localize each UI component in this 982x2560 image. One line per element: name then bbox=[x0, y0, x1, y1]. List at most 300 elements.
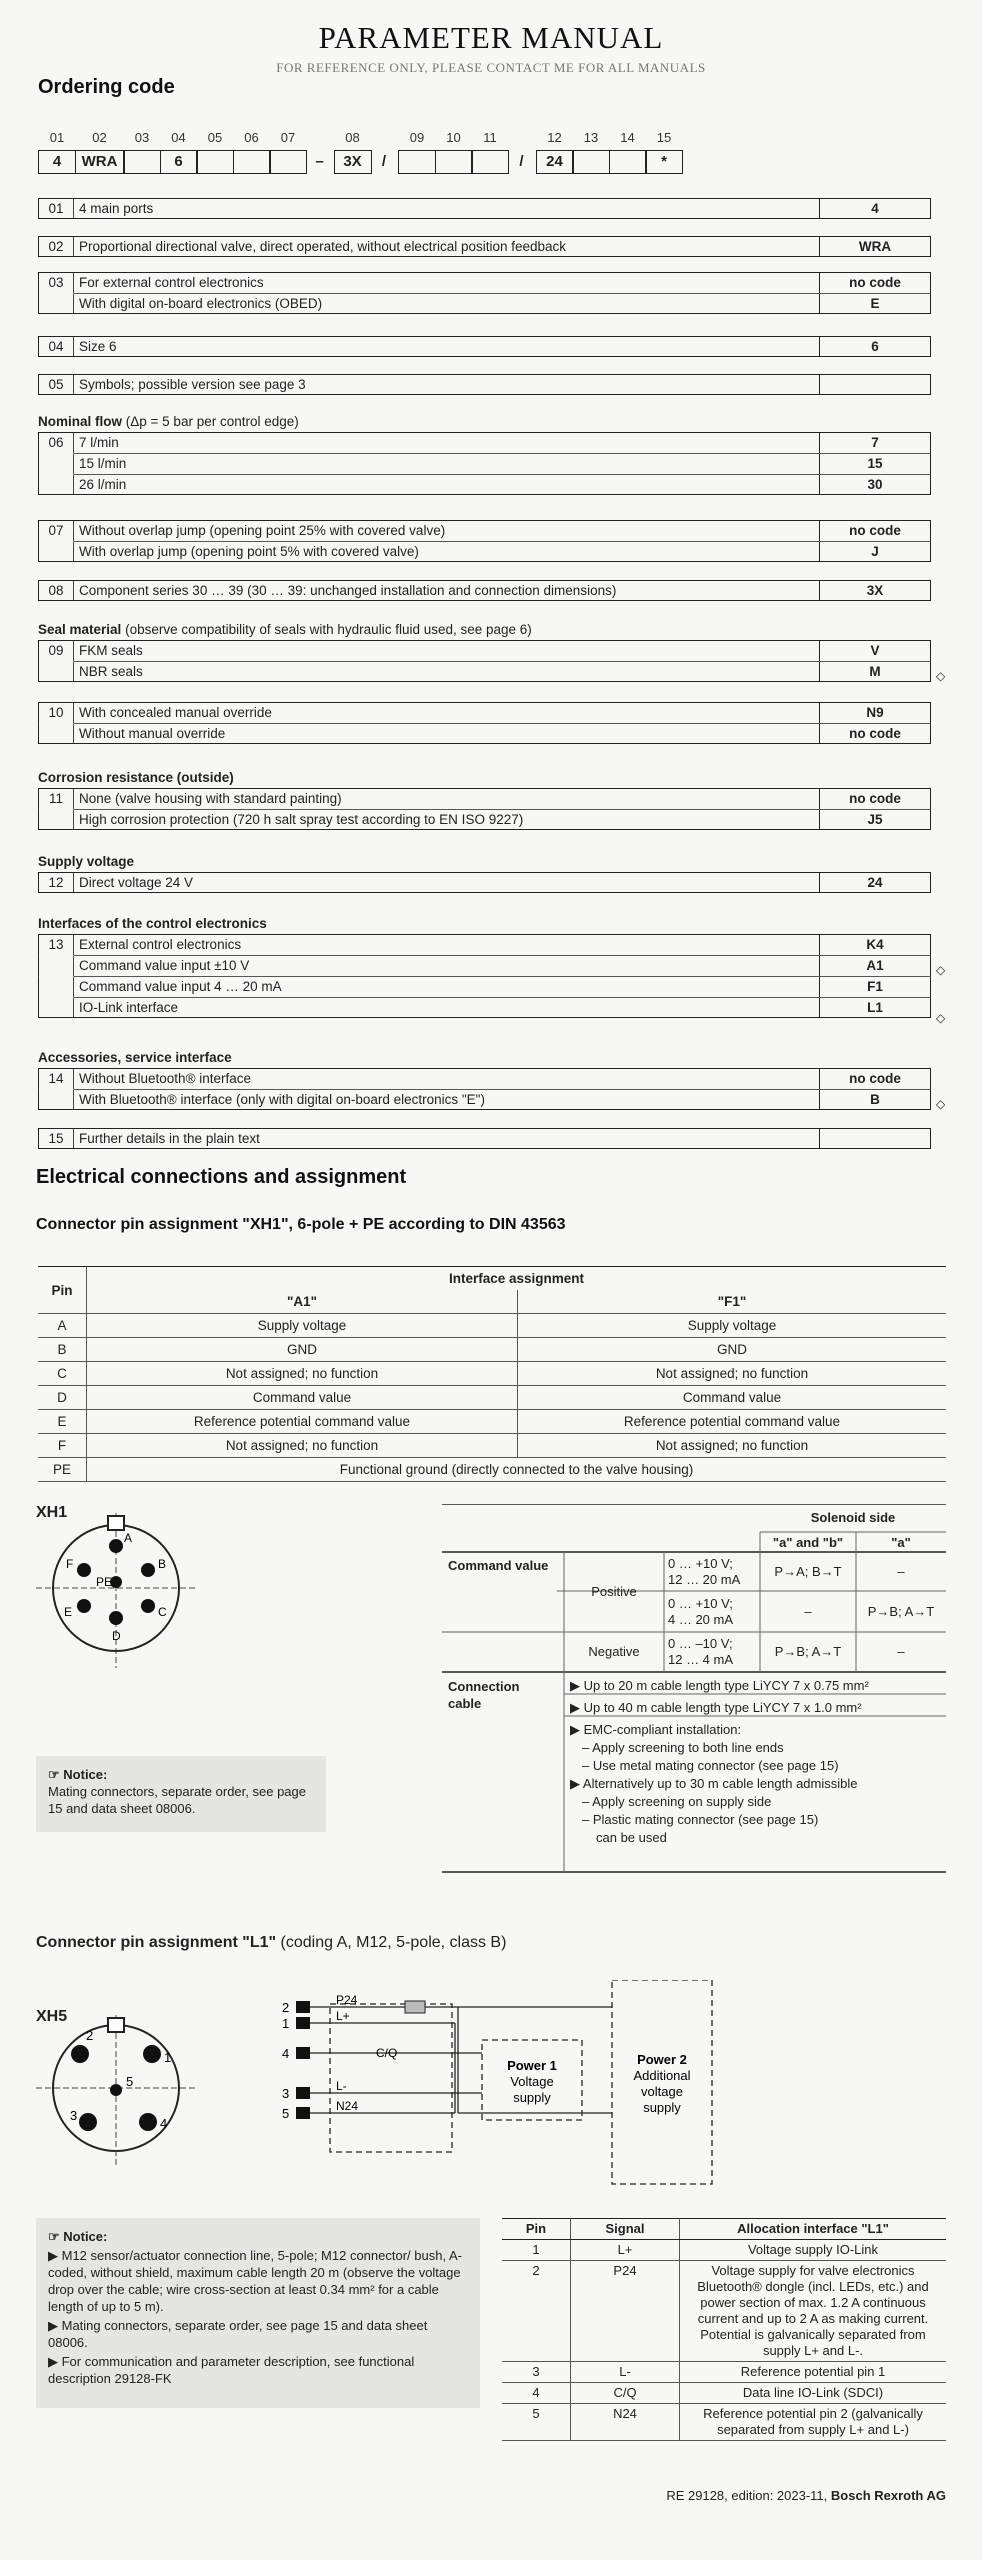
code-position-number: 10 bbox=[446, 130, 461, 145]
option-code bbox=[819, 375, 930, 394]
ordering-code-heading: Ordering code bbox=[38, 76, 175, 98]
option-description: External control electronics bbox=[79, 937, 242, 952]
code-box bbox=[572, 150, 610, 174]
diamond-marker: ◇ bbox=[936, 1097, 946, 1111]
option-code: 30 bbox=[819, 475, 930, 494]
option-description: NBR seals bbox=[79, 664, 143, 679]
notice-item: ▶ For communication and parameter description, see functional description 29128-FK bbox=[48, 2354, 415, 2386]
section-supply-voltage: Supply voltage bbox=[38, 854, 135, 869]
code-box: 6 bbox=[160, 150, 198, 174]
code-box: 4 bbox=[38, 150, 76, 174]
ordering-row bbox=[38, 809, 931, 830]
allocation-cell: Voltage supply for valve electronics Bluetooth® dongle (incl. LEDs, etc.) and power section of max. 1.2 A continuous current and up to 2 A as making current. Potential is galvanically separated from supply L+ and L-. bbox=[680, 2261, 947, 2362]
option-code: 15 bbox=[819, 454, 930, 474]
option-description: Without Bluetooth® interface bbox=[79, 1071, 252, 1086]
option-code: no code bbox=[819, 273, 930, 293]
pin-cell: E bbox=[38, 1410, 87, 1434]
option-code: 3X bbox=[819, 581, 930, 600]
option-number: 02 bbox=[39, 237, 74, 256]
positive-label: Positive bbox=[591, 1584, 637, 1599]
solenoid-a: P→B; A→T bbox=[867, 1604, 935, 1619]
f1-cell: GND bbox=[518, 1338, 947, 1362]
page-footer: RE 29128, edition: 2023-11, Bosch Rexroth AG bbox=[666, 2488, 946, 2503]
ordering-row bbox=[38, 374, 931, 395]
option-number bbox=[39, 997, 74, 1017]
code-position-number: 14 bbox=[620, 130, 635, 145]
svg-text:supply: supply bbox=[513, 2090, 551, 2105]
option-code: V bbox=[819, 641, 930, 661]
pin-2 bbox=[71, 2045, 89, 2063]
svg-text:Voltage: Voltage bbox=[510, 2074, 554, 2089]
pin-e bbox=[77, 1599, 91, 1613]
ordering-group-01 bbox=[38, 198, 931, 219]
signal-cell: L- bbox=[571, 2362, 680, 2383]
xh1-pin-table bbox=[38, 1266, 946, 1482]
cable-item: – Plastic mating connector (see page 15) bbox=[582, 1812, 819, 1827]
option-number bbox=[39, 661, 74, 681]
a1-cell: Not assigned; no function bbox=[87, 1362, 518, 1386]
code-box: * bbox=[645, 150, 683, 174]
ordering-row bbox=[38, 520, 931, 541]
l1-heading: Connector pin assignment "L1" (coding A, M12, 5-pole, class B) bbox=[36, 1934, 507, 1951]
pin-cell: 3 bbox=[502, 2362, 571, 2383]
a1-cell: Reference potential command value bbox=[87, 1410, 518, 1434]
code-position-number: 09 bbox=[409, 130, 425, 145]
svg-text:PE: PE bbox=[96, 1575, 113, 1589]
option-description: Command value input 4 … 20 mA bbox=[79, 979, 282, 994]
code-box bbox=[123, 150, 161, 174]
page-title: PARAMETER MANUAL bbox=[318, 20, 664, 55]
code-position-number: 06 bbox=[244, 130, 259, 145]
option-number: 04 bbox=[39, 337, 74, 356]
circuit-pin-contact bbox=[296, 2107, 310, 2119]
option-code: J5 bbox=[819, 810, 930, 829]
option-number bbox=[39, 453, 74, 474]
xh1-heading: Connector pin assignment "XH1", 6-pole + PE according to DIN 43563 bbox=[36, 1216, 566, 1233]
option-description: Symbols; possible version see page 3 bbox=[79, 377, 306, 392]
circuit-pin-number: 3 bbox=[282, 2086, 290, 2101]
table-row bbox=[38, 1338, 946, 1362]
svg-text:2: 2 bbox=[86, 2028, 94, 2043]
section-nominal-flow: Nominal flow (Δp = 5 bar per control edge) bbox=[38, 414, 299, 429]
circuit-pin-contact bbox=[296, 2087, 310, 2099]
code-position-number: 07 bbox=[280, 130, 296, 145]
ordering-row bbox=[38, 934, 931, 955]
cable-item: ▶ EMC-compliant installation: bbox=[570, 1722, 742, 1737]
section-interfaces: Interfaces of the control electronics bbox=[38, 916, 267, 931]
ordering-row bbox=[38, 453, 931, 474]
signal-cell: C/Q bbox=[571, 2383, 680, 2404]
option-code: F1 bbox=[819, 977, 930, 997]
ordering-group-10 bbox=[38, 702, 931, 744]
pin-d bbox=[109, 1611, 123, 1625]
ordering-group-15 bbox=[38, 1128, 931, 1149]
code-position-number: 02 bbox=[92, 130, 107, 145]
pin-a bbox=[109, 1539, 123, 1553]
notice-icon: ☞ bbox=[48, 1767, 64, 1782]
table-row bbox=[502, 2261, 946, 2362]
pin-1 bbox=[143, 2045, 161, 2063]
option-description: 26 l/min bbox=[79, 477, 127, 492]
option-description: Component series 30 … 39 (30 … 39: unchanged installation and connection dimensions) bbox=[79, 583, 617, 598]
f1-cell: Supply voltage bbox=[518, 1314, 947, 1338]
ordering-row bbox=[38, 661, 931, 682]
allocation-cell: Data line IO-Link (SDCI) bbox=[680, 2383, 947, 2404]
option-description: Without manual override bbox=[79, 726, 226, 741]
solenoid-ab: P→A; B→T bbox=[774, 1564, 842, 1579]
ordering-row bbox=[38, 997, 931, 1018]
notice-title: ☞ Notice: bbox=[48, 2229, 108, 2244]
ordering-row bbox=[38, 955, 931, 976]
option-code: A1 bbox=[819, 956, 930, 976]
svg-text:E: E bbox=[64, 1605, 73, 1619]
table-row bbox=[502, 2383, 946, 2404]
option-description: 15 l/min bbox=[79, 456, 127, 471]
option-code: E bbox=[819, 294, 930, 313]
code-box bbox=[196, 150, 234, 174]
signal-cell: L+ bbox=[571, 2240, 680, 2261]
notice-box-mating bbox=[36, 1756, 326, 1832]
option-description: With concealed manual override bbox=[79, 705, 272, 720]
pin-cell: D bbox=[38, 1386, 87, 1410]
svg-text:Power 1: Power 1 bbox=[507, 2058, 557, 2073]
table-row bbox=[38, 1458, 946, 1482]
allocation-cell: Reference potential pin 2 (galvanically separated from supply L+ and L-) bbox=[680, 2404, 947, 2441]
option-number: 13 bbox=[39, 935, 74, 955]
option-description: Command value input ±10 V bbox=[79, 958, 250, 973]
notice-box-l1 bbox=[36, 2218, 480, 2408]
ordering-row bbox=[38, 336, 931, 357]
pin-cell: F bbox=[38, 1434, 87, 1458]
circuit-signal-label: N24 bbox=[336, 2099, 359, 2113]
a1-cell: GND bbox=[87, 1338, 518, 1362]
svg-text:3: 3 bbox=[70, 2108, 78, 2123]
option-number: 07 bbox=[39, 521, 74, 541]
option-code: N9 bbox=[819, 703, 930, 723]
section-accessories: Accessories, service interface bbox=[38, 1050, 232, 1065]
table-row bbox=[38, 1314, 946, 1338]
code-box bbox=[471, 150, 509, 174]
svg-text:C: C bbox=[158, 1605, 167, 1619]
code-separator: / bbox=[519, 153, 524, 170]
option-number: 06 bbox=[39, 433, 74, 453]
option-code: 24 bbox=[819, 873, 930, 892]
option-code: no code bbox=[819, 521, 930, 541]
diamond-marker: ◇ bbox=[936, 1011, 946, 1025]
option-number: 08 bbox=[39, 581, 74, 600]
svg-text:5: 5 bbox=[126, 2074, 134, 2089]
svg-text:1: 1 bbox=[164, 2050, 172, 2065]
circuit-signal-label: L- bbox=[336, 2079, 347, 2093]
diamond-marker: ◇ bbox=[936, 669, 946, 683]
col-pin: Pin bbox=[502, 2219, 571, 2240]
col-a: "a" bbox=[891, 1535, 911, 1550]
option-number bbox=[39, 955, 74, 976]
svg-text:voltage: voltage bbox=[641, 2084, 683, 2099]
solenoid-range: 0 … +10 V; 4 … 20 mA bbox=[668, 1596, 734, 1627]
notice-title: ☞ Notice: bbox=[48, 1767, 108, 1782]
code-position-number: 15 bbox=[656, 130, 672, 145]
allocation-cell: Voltage supply IO-Link bbox=[680, 2240, 947, 2261]
option-description: With Bluetooth® interface (only with digital on-board electronics "E") bbox=[79, 1092, 485, 1107]
pin-cell: C bbox=[38, 1362, 87, 1386]
solenoid-side-header: Solenoid side bbox=[810, 1510, 896, 1525]
option-code: no code bbox=[819, 789, 930, 809]
code-position-number: 13 bbox=[583, 130, 599, 145]
col-allocation: Allocation interface "L1" bbox=[680, 2219, 947, 2240]
ordering-row bbox=[38, 788, 931, 809]
option-number bbox=[39, 976, 74, 997]
code-box bbox=[435, 150, 473, 174]
option-number: 12 bbox=[39, 873, 74, 892]
ordering-row bbox=[38, 1128, 931, 1149]
ordering-group-12 bbox=[38, 872, 931, 893]
ordering-group-06 bbox=[38, 432, 931, 495]
option-code: 6 bbox=[819, 337, 930, 356]
xh1-connector-diagram bbox=[36, 1508, 216, 1688]
ordering-row bbox=[38, 236, 931, 257]
cable-item: ▶ Alternatively up to 30 m cable length admissible bbox=[570, 1776, 858, 1791]
signal-cell: N24 bbox=[571, 2404, 680, 2441]
solenoid-a: – bbox=[897, 1644, 905, 1659]
ordering-row bbox=[38, 541, 931, 562]
option-code: J bbox=[819, 542, 930, 561]
circuit-signal-label: C/Q bbox=[376, 2046, 398, 2060]
pin-5 bbox=[110, 2084, 122, 2096]
span-cell: Functional ground (directly connected to the valve housing) bbox=[87, 1458, 947, 1482]
svg-text:supply: supply bbox=[643, 2100, 681, 2115]
option-number bbox=[39, 474, 74, 494]
pin-cell: PE bbox=[38, 1458, 87, 1482]
pin-cell: 1 bbox=[502, 2240, 571, 2261]
f1-cell: Not assigned; no function bbox=[518, 1434, 947, 1458]
ordering-row bbox=[38, 432, 931, 453]
xh5-connector-diagram bbox=[36, 2010, 216, 2190]
option-code: no code bbox=[819, 1069, 930, 1089]
cable-item: – Use metal mating connector (see page 15) bbox=[582, 1758, 839, 1773]
ordering-group-04 bbox=[38, 336, 931, 357]
table-row bbox=[38, 1410, 946, 1434]
circuit-pin-contact bbox=[296, 2001, 310, 2013]
option-number: 01 bbox=[39, 199, 74, 218]
command-value-label: Command value bbox=[448, 1558, 549, 1573]
pin-c bbox=[141, 1599, 155, 1613]
connection-cable-label: Connection cable bbox=[448, 1679, 520, 1711]
option-number: 05 bbox=[39, 375, 74, 394]
option-number bbox=[39, 541, 74, 561]
svg-text:Power 2: Power 2 bbox=[637, 2052, 687, 2067]
code-box bbox=[233, 150, 271, 174]
notice-icon: ☞ bbox=[48, 2229, 64, 2244]
table-row bbox=[38, 1362, 946, 1386]
option-number bbox=[39, 809, 74, 829]
ordering-row bbox=[38, 198, 931, 219]
ordering-row bbox=[38, 1068, 931, 1089]
ordering-row bbox=[38, 872, 931, 893]
solenoid-ab: P→B; A→T bbox=[774, 1644, 842, 1659]
notice-item: ▶ M12 sensor/actuator connection line, 5-pole; M12 connector/ bush, A-coded, without shield, maximum cable length 20 m (observe the voltage drop over the cable; wire cross-section at least 0.34 mm² for a cable length of up to 5 m). bbox=[48, 2248, 462, 2314]
option-number: 03 bbox=[39, 273, 74, 293]
solenoid-range: 0 … +10 V; 12 … 20 mA bbox=[668, 1556, 741, 1587]
electrical-heading: Electrical connections and assignment bbox=[36, 1166, 407, 1188]
option-description: IO-Link interface bbox=[79, 1000, 179, 1015]
option-code: M bbox=[819, 662, 930, 681]
pin-f bbox=[77, 1563, 91, 1577]
ordering-group-02 bbox=[38, 236, 931, 257]
pin-b bbox=[141, 1563, 155, 1577]
option-code: WRA bbox=[819, 237, 930, 256]
option-description: Direct voltage 24 V bbox=[79, 875, 194, 890]
svg-text:F: F bbox=[66, 1557, 74, 1571]
ordering-row bbox=[38, 272, 931, 293]
section-seal-material: Seal material (observe compatibility of seals with hydraulic fluid used, see page 6) bbox=[38, 622, 532, 637]
option-description: With digital on-board electronics (OBED) bbox=[79, 296, 323, 311]
table-row bbox=[38, 1434, 946, 1458]
a1-cell: Not assigned; no function bbox=[87, 1434, 518, 1458]
table-row bbox=[502, 2240, 946, 2261]
code-box: 24 bbox=[536, 150, 574, 174]
a1-cell: Supply voltage bbox=[87, 1314, 518, 1338]
table-row bbox=[502, 2362, 946, 2383]
option-description: Proportional directional valve, direct operated, without electrical position feedback bbox=[79, 239, 567, 254]
option-description: Without overlap jump (opening point 25% with covered valve) bbox=[79, 523, 446, 538]
table-row bbox=[502, 2404, 946, 2441]
circuit-pin-number: 1 bbox=[282, 2016, 290, 2031]
pin-cell: 4 bbox=[502, 2383, 571, 2404]
option-number bbox=[39, 723, 74, 743]
option-description: Further details in the plain text bbox=[79, 1131, 260, 1146]
option-description: Size 6 bbox=[79, 339, 117, 354]
col-signal: Signal bbox=[571, 2219, 680, 2240]
ordering-row bbox=[38, 293, 931, 314]
svg-text:D: D bbox=[112, 1629, 121, 1643]
col-f1: "F1" bbox=[518, 1290, 947, 1314]
section-corrosion: Corrosion resistance (outside) bbox=[38, 770, 234, 785]
option-number: 10 bbox=[39, 703, 74, 723]
option-code: 4 bbox=[819, 199, 930, 218]
circuit-signal-label: L+ bbox=[336, 2009, 350, 2023]
option-description: 4 main ports bbox=[79, 201, 154, 216]
pin-cell: 5 bbox=[502, 2404, 571, 2441]
ordering-row bbox=[38, 723, 931, 744]
code-position-number: 12 bbox=[547, 130, 562, 145]
f1-cell: Reference potential command value bbox=[518, 1410, 947, 1434]
xh5-label: XH5 bbox=[36, 2008, 68, 2025]
code-position-number: 05 bbox=[207, 130, 223, 145]
option-description: 7 l/min bbox=[79, 435, 119, 450]
ordering-row bbox=[38, 640, 931, 661]
code-separator: / bbox=[381, 153, 387, 170]
l1-circuit-diagram bbox=[280, 1980, 720, 2190]
signal-cell: P24 bbox=[571, 2261, 680, 2362]
col-a-and-b: "a" and "b" bbox=[772, 1535, 844, 1550]
circuit-pin-number: 2 bbox=[282, 2000, 290, 2015]
ordering-row bbox=[38, 702, 931, 723]
circuit-pin-contact bbox=[296, 2047, 310, 2059]
code-position-number: 11 bbox=[483, 130, 497, 145]
option-description: For external control electronics bbox=[79, 275, 264, 290]
l1-pin-table bbox=[502, 2218, 946, 2441]
cable-items bbox=[570, 1677, 940, 1847]
circuit-pin-number: 4 bbox=[282, 2046, 290, 2061]
code-position-number: 01 bbox=[49, 130, 65, 145]
code-box: WRA bbox=[75, 150, 125, 174]
ordering-group-07 bbox=[38, 520, 931, 562]
ordering-row bbox=[38, 580, 931, 601]
option-code: L1 bbox=[819, 998, 930, 1017]
ordering-group-03 bbox=[38, 272, 931, 314]
pin-4 bbox=[139, 2113, 157, 2131]
circuit-pin-number: 5 bbox=[282, 2106, 290, 2121]
a1-cell: Command value bbox=[87, 1386, 518, 1410]
code-box bbox=[398, 150, 436, 174]
ordering-group-08 bbox=[38, 580, 931, 601]
cable-item: – Apply screening to both line ends bbox=[582, 1740, 784, 1755]
notice-items bbox=[48, 2247, 468, 2387]
code-position-number: 08 bbox=[345, 130, 360, 145]
option-number bbox=[39, 293, 74, 313]
f1-cell: Not assigned; no function bbox=[518, 1362, 947, 1386]
ordering-group-05 bbox=[38, 374, 931, 395]
col-pin: Pin bbox=[38, 1267, 87, 1314]
option-description: None (valve housing with standard painting) bbox=[79, 791, 342, 806]
pin-cell: 2 bbox=[502, 2261, 571, 2362]
option-description: FKM seals bbox=[79, 643, 143, 658]
option-number: 14 bbox=[39, 1069, 74, 1089]
f1-cell: Command value bbox=[518, 1386, 947, 1410]
ordering-row bbox=[38, 1089, 931, 1110]
solenoid-ab: – bbox=[804, 1604, 812, 1619]
circuit-pin-contact bbox=[296, 2017, 310, 2029]
circuit-signal-label: P24 bbox=[336, 1993, 358, 2007]
negative-label: Negative bbox=[588, 1644, 640, 1659]
option-number: 11 bbox=[39, 789, 74, 809]
svg-text:A: A bbox=[124, 1531, 133, 1545]
xh1-label: XH1 bbox=[36, 1504, 68, 1521]
ordering-group-11 bbox=[38, 788, 931, 830]
option-code bbox=[819, 1129, 930, 1148]
diamond-marker: ◇ bbox=[936, 963, 946, 977]
code-box: 3X bbox=[334, 150, 372, 174]
notice-item: ▶ Mating connectors, separate order, see page 15 and data sheet 08006. bbox=[48, 2318, 428, 2350]
pin-3 bbox=[79, 2113, 97, 2131]
solenoid-a: – bbox=[897, 1564, 905, 1579]
option-code: K4 bbox=[819, 935, 930, 955]
ordering-row bbox=[38, 474, 931, 495]
pin-cell: B bbox=[38, 1338, 87, 1362]
ordering-group-13 bbox=[38, 934, 931, 1018]
svg-text:B: B bbox=[158, 1557, 167, 1571]
allocation-cell: Reference potential pin 1 bbox=[680, 2362, 947, 2383]
code-box bbox=[609, 150, 647, 174]
code-position-number: 03 bbox=[134, 130, 150, 145]
ordering-row bbox=[38, 976, 931, 997]
option-code: 7 bbox=[819, 433, 930, 453]
code-separator: – bbox=[315, 153, 324, 170]
option-code: B bbox=[819, 1090, 930, 1109]
table-row bbox=[38, 1386, 946, 1410]
notice-text: Mating connectors, separate order, see page 15 and data sheet 08006. bbox=[48, 1784, 306, 1816]
option-number: 15 bbox=[39, 1129, 74, 1148]
ordering-group-14 bbox=[38, 1068, 931, 1110]
svg-text:Additional: Additional bbox=[633, 2068, 691, 2083]
cable-item: – Apply screening on supply side bbox=[582, 1794, 772, 1809]
cable-item: can be used bbox=[596, 1830, 667, 1845]
cable-item: ▶ Up to 20 m cable length type LiYCY 7 x 0.75 mm² bbox=[570, 1678, 869, 1693]
option-number bbox=[39, 1089, 74, 1109]
option-description: High corrosion protection (720 h salt spray test according to EN ISO 9227) bbox=[79, 812, 524, 827]
option-description: With overlap jump (opening point 5% with covered valve) bbox=[79, 544, 419, 559]
